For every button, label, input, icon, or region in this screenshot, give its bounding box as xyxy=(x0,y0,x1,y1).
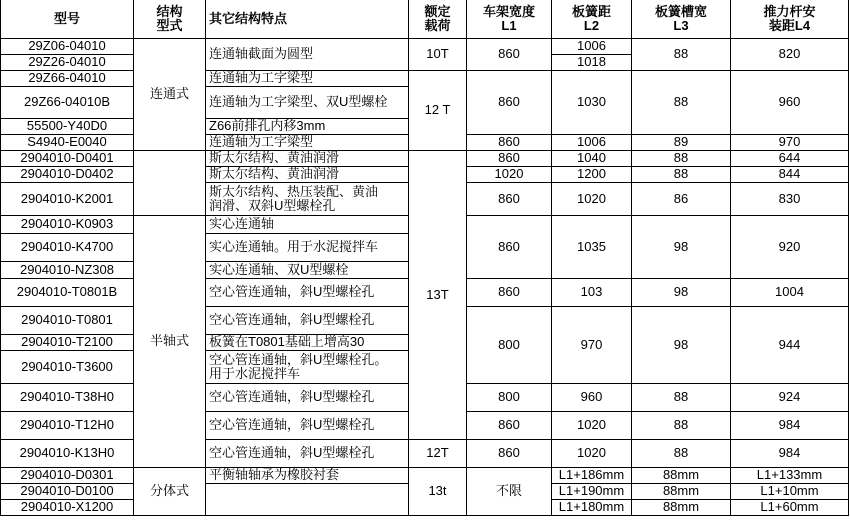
l3-cell: 89 xyxy=(632,134,731,150)
feature-cell: 连通轴为工字梁型、双U型螺栓 xyxy=(206,86,409,118)
feature-cell: 实心连通轴、双U型螺栓 xyxy=(206,261,409,278)
l1-cell: 860 xyxy=(467,70,552,134)
l3-cell: 98 xyxy=(632,278,731,306)
structure-cell-blank xyxy=(134,150,206,215)
l3-cell: 88 xyxy=(632,383,731,411)
model-cell: 2904010-T0801 xyxy=(1,306,134,334)
header-structure: 结构 型式 xyxy=(134,0,206,38)
l3-cell: 88 xyxy=(632,439,731,467)
l4-cell: 944 xyxy=(731,306,849,383)
l1-cell: 860 xyxy=(467,411,552,439)
feature-cell: 连通轴为工字梁型 xyxy=(206,70,409,86)
feature-cell: 空心管连通轴，斜U型螺栓孔 xyxy=(206,383,409,411)
l2-cell: L1+186mm xyxy=(552,467,632,483)
l2-cell: 970 xyxy=(552,306,632,383)
l3-cell: 88mm xyxy=(632,499,731,515)
load-cell: 13T xyxy=(409,150,467,439)
table-row xyxy=(1,467,849,483)
l3-cell: 86 xyxy=(632,182,731,215)
load-cell: 10T xyxy=(409,38,467,70)
l4-cell: 820 xyxy=(731,38,849,70)
l2-cell: 960 xyxy=(552,383,632,411)
model-cell: 29Z06-04010 xyxy=(1,38,134,54)
feature-cell: Z66前排孔内移3mm xyxy=(206,118,409,134)
structure-cell: 半轴式 xyxy=(134,215,206,467)
header-model: 型号 xyxy=(1,0,134,38)
feature-cell: 空心管连通轴，斜U型螺栓孔 xyxy=(206,278,409,306)
l2-cell: 1040 xyxy=(552,150,632,166)
model-cell: 2904010-K13H0 xyxy=(1,439,134,467)
feature-cell: 实心连通轴。用于水泥搅拌车 xyxy=(206,233,409,261)
l2-cell: L1+190mm xyxy=(552,483,632,499)
l4-cell: 924 xyxy=(731,383,849,411)
l4-cell: L1+10mm xyxy=(731,483,849,499)
l2-cell: 1006 xyxy=(552,134,632,150)
feature-cell: 空心管连通轴，斜U型螺栓孔 xyxy=(206,306,409,334)
l4-cell: 984 xyxy=(731,411,849,439)
l1-cell: 800 xyxy=(467,383,552,411)
model-cell: 2904010-D0401 xyxy=(1,150,134,166)
feature-cell: 斯太尔结构、热压装配、黄油 润滑、双斜U型螺栓孔 xyxy=(206,182,409,215)
l3-cell: 88 xyxy=(632,38,731,70)
model-cell: 2904010-T2100 xyxy=(1,334,134,350)
l2-cell: 1018 xyxy=(552,54,632,70)
load-cell: 12T xyxy=(409,439,467,467)
l3-cell: 98 xyxy=(632,306,731,383)
l2-cell: 1006 xyxy=(552,38,632,54)
feature-cell: 平衡轴轴承为橡胶衬套 xyxy=(206,467,409,483)
header-l1: 车架宽度 L1 xyxy=(467,0,552,38)
l3-cell: 88 xyxy=(632,411,731,439)
load-cell: 12 T xyxy=(409,70,467,150)
l1-cell: 不限 xyxy=(467,467,552,515)
model-cell: 2904010-NZ308 xyxy=(1,261,134,278)
l4-cell: 844 xyxy=(731,166,849,182)
model-cell: 29Z26-04010 xyxy=(1,54,134,70)
header-l4: 推力杆安 装距L4 xyxy=(731,0,849,38)
l4-cell: L1+133mm xyxy=(731,467,849,483)
l3-cell: 88 xyxy=(632,150,731,166)
l3-cell: 88mm xyxy=(632,467,731,483)
table-row xyxy=(1,439,849,467)
model-cell: 55500-Y40D0 xyxy=(1,118,134,134)
l1-cell: 860 xyxy=(467,150,552,166)
feature-cell: 斯太尔结构、黄油润滑 xyxy=(206,166,409,182)
l4-cell: 1004 xyxy=(731,278,849,306)
model-cell: 2904010-D0100 xyxy=(1,483,134,499)
model-cell: 2904010-K4700 xyxy=(1,233,134,261)
l3-cell: 98 xyxy=(632,215,731,278)
l3-cell: 88 xyxy=(632,166,731,182)
l1-cell: 1020 xyxy=(467,166,552,182)
header-features: 其它结构特点 xyxy=(206,0,409,38)
l1-cell: 860 xyxy=(467,215,552,278)
l1-cell: 860 xyxy=(467,439,552,467)
model-cell: 2904010-K0903 xyxy=(1,215,134,233)
model-cell: 2904010-T38H0 xyxy=(1,383,134,411)
model-cell: 2904010-K2001 xyxy=(1,182,134,215)
model-cell: 29Z66-04010 xyxy=(1,70,134,86)
feature-cell: 斯太尔结构、黄油润滑 xyxy=(206,150,409,166)
table-row xyxy=(1,38,849,54)
l3-cell: 88mm xyxy=(632,483,731,499)
feature-cell: 连通轴为工字梁型 xyxy=(206,134,409,150)
l4-cell: 984 xyxy=(731,439,849,467)
l1-cell: 860 xyxy=(467,38,552,70)
l4-cell: 960 xyxy=(731,70,849,134)
model-cell: 2904010-T3600 xyxy=(1,350,134,383)
l2-cell: L1+180mm xyxy=(552,499,632,515)
feature-cell: 板簧在T0801基础上增高30 xyxy=(206,334,409,350)
l2-cell: 103 xyxy=(552,278,632,306)
l2-cell: 1035 xyxy=(552,215,632,278)
header-load: 额定 载荷 xyxy=(409,0,467,38)
feature-cell: 空心管连通轴，斜U型螺栓孔 xyxy=(206,411,409,439)
model-cell: S4940-E0040 xyxy=(1,134,134,150)
l2-cell: 1020 xyxy=(552,411,632,439)
l1-cell: 860 xyxy=(467,182,552,215)
l1-cell: 860 xyxy=(467,134,552,150)
feature-cell: 空心管连通轴，斜U型螺栓孔 xyxy=(206,439,409,467)
structure-cell: 分体式 xyxy=(134,467,206,515)
l4-cell: 920 xyxy=(731,215,849,278)
l3-cell: 88 xyxy=(632,70,731,134)
feature-cell: 连通轴截面为圆型 xyxy=(206,38,409,70)
model-cell: 2904010-X1200 xyxy=(1,499,134,515)
l2-cell: 1020 xyxy=(552,439,632,467)
load-cell: 13t xyxy=(409,467,467,515)
model-cell: 2904010-D0402 xyxy=(1,166,134,182)
l1-cell: 860 xyxy=(467,278,552,306)
feature-cell: 空心管连通轴，斜U型螺栓孔。 用于水泥搅拌车 xyxy=(206,350,409,383)
table-row xyxy=(1,150,849,166)
model-cell: 2904010-D0301 xyxy=(1,467,134,483)
l1-cell: 800 xyxy=(467,306,552,383)
table-row xyxy=(1,70,849,86)
l4-cell: 830 xyxy=(731,182,849,215)
header-l3: 板簧槽宽 L3 xyxy=(632,0,731,38)
l2-cell: 1200 xyxy=(552,166,632,182)
model-cell: 29Z66-04010B xyxy=(1,86,134,118)
header-row xyxy=(1,0,849,38)
l2-cell: 1020 xyxy=(552,182,632,215)
l2-cell: 1030 xyxy=(552,70,632,134)
l4-cell: L1+60mm xyxy=(731,499,849,515)
l4-cell: 970 xyxy=(731,134,849,150)
feature-cell-blank xyxy=(206,483,409,515)
structure-cell: 连通式 xyxy=(134,38,206,150)
l4-cell: 644 xyxy=(731,150,849,166)
model-cell: 2904010-T0801B xyxy=(1,278,134,306)
model-cell: 2904010-T12H0 xyxy=(1,411,134,439)
header-l2: 板簧距 L2 xyxy=(552,0,632,38)
feature-cell: 实心连通轴 xyxy=(206,215,409,233)
